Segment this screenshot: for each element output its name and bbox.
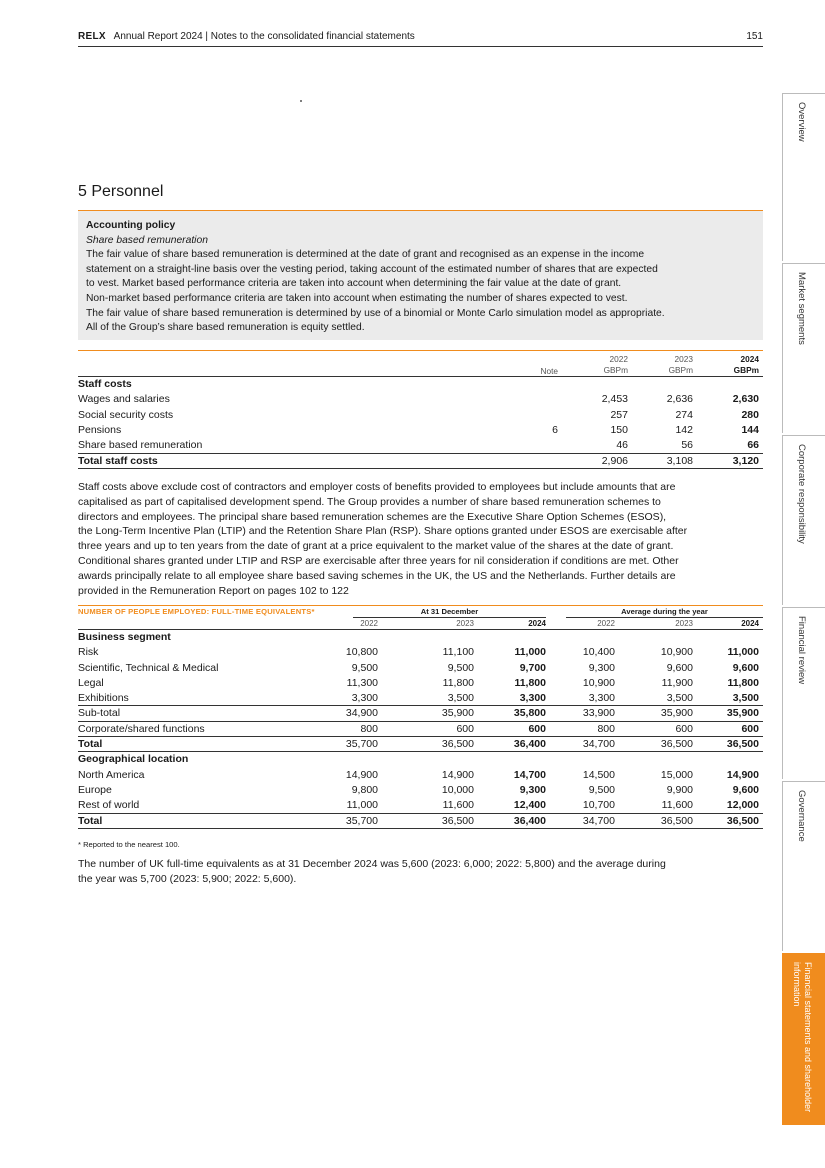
nav-tab-label: Financial review <box>796 616 807 685</box>
year-header: 2023 <box>456 619 474 628</box>
cell: 35,800 <box>513 707 546 720</box>
nav-tab-label: Financial statements and shareholder information <box>792 962 813 1113</box>
year-header: 2022 <box>360 619 378 628</box>
total-row <box>78 453 763 468</box>
row-label: Rest of world <box>78 799 140 812</box>
cell: 3,300 <box>351 692 378 705</box>
paragraph-line: Conditional shares granted under LTIP and RSP are exercisable after three years for nil consideration if conditions are met. Other <box>78 554 679 567</box>
table-row <box>78 783 763 798</box>
cell: 3,500 <box>732 692 759 705</box>
cell-2024: 144 <box>741 423 759 436</box>
nav-tab-governance[interactable] <box>782 781 825 951</box>
nav-tab-financial-review[interactable] <box>782 607 825 779</box>
page-header <box>78 31 763 47</box>
cell: 34,700 <box>582 738 615 751</box>
policy-line: Non-market based performance criteria are taken into account when estimating the number of shares expected to vest. <box>86 292 628 304</box>
stray-dot <box>300 100 302 102</box>
group-header-average: Average during the year <box>566 607 763 618</box>
cell-2023: 3,108 <box>666 455 693 468</box>
cell-2023: 2,636 <box>666 393 693 406</box>
cell: 36,500 <box>726 814 759 827</box>
unit-header: GBPm <box>603 365 628 375</box>
cell: 35,900 <box>660 707 693 720</box>
year-header: 2022 <box>609 354 628 364</box>
cell: 9,600 <box>666 661 693 674</box>
cell: 35,700 <box>345 738 378 751</box>
table-row <box>78 798 763 813</box>
cell: 36,500 <box>660 814 693 827</box>
cell: 11,000 <box>514 646 546 659</box>
paragraph-line: capitalised as part of capitalised development spend. The Group provides a number of share based remuneration schemes to <box>78 495 661 508</box>
row-label: Total <box>78 738 103 751</box>
table-row <box>78 768 763 783</box>
policy-line: The fair value of share based remuneration is determined at the date of grant and recognised as an expense in the income <box>86 249 645 261</box>
table-row <box>78 645 763 660</box>
row-label: Total staff costs <box>78 455 158 468</box>
cell: 10,700 <box>582 799 615 812</box>
nav-tab-label: Overview <box>796 102 807 142</box>
cell: 36,400 <box>513 814 546 827</box>
table-row <box>78 408 763 423</box>
cell: 9,500 <box>447 661 474 674</box>
cell: 11,300 <box>346 676 378 689</box>
year-header: 2022 <box>597 619 615 628</box>
row-label: Social security costs <box>78 408 174 421</box>
cell: 11,000 <box>346 799 378 812</box>
cell-2023: 56 <box>681 439 693 452</box>
brand-name: RELX <box>78 31 106 42</box>
accounting-policy-box <box>78 210 763 340</box>
cell: 10,000 <box>441 783 474 796</box>
total-row <box>78 814 763 829</box>
cell: 35,900 <box>441 707 474 720</box>
cell: 600 <box>675 722 693 735</box>
cell: 14,900 <box>345 768 378 781</box>
cell: 11,900 <box>661 676 693 689</box>
cell: 600 <box>528 722 546 735</box>
cell: 34,900 <box>345 707 378 720</box>
policy-line: All of the Group’s share based remuneration is equity settled. <box>86 322 365 334</box>
table-year-header <box>78 618 763 630</box>
row-label: Exhibitions <box>78 692 129 705</box>
row-label: North America <box>78 768 145 781</box>
cell: 11,100 <box>442 646 474 659</box>
section-heading: Geographical location <box>78 753 189 766</box>
cell: 9,800 <box>351 783 378 796</box>
section-heading: Business segment <box>78 631 171 643</box>
cell: 9,300 <box>519 783 546 796</box>
paragraph-line: awards principally relate to all employee share based saving schemes in the UK, the US and the Netherlands. Further details are <box>78 569 676 582</box>
cell-2022: 2,906 <box>601 455 628 468</box>
cell: 3,500 <box>666 692 693 705</box>
nav-tab-label: Market segments <box>796 272 807 345</box>
cell-2022: 257 <box>610 408 628 421</box>
paragraph-line: The number of UK full-time equivalents as at 31 December 2024 was 5,600 (2023: 6,000; 2022: 5,800) and the average during <box>78 858 666 870</box>
row-label: Risk <box>78 646 99 659</box>
cell-2024: 2,630 <box>732 393 759 406</box>
cell: 14,900 <box>726 768 759 781</box>
unit-header: GBPm <box>733 365 759 375</box>
cell-2022: 46 <box>616 439 628 452</box>
cell: 14,900 <box>441 768 474 781</box>
cell: 9,900 <box>666 783 693 796</box>
cell: 12,400 <box>513 799 546 812</box>
row-label: Wages and salaries <box>78 393 170 406</box>
note-header: Note <box>540 366 558 376</box>
group-header-year-end: At 31 December <box>353 607 546 618</box>
cell: 36,500 <box>726 738 759 751</box>
subtotal-row <box>78 706 763 721</box>
cell: 9,300 <box>588 661 615 674</box>
row-label: Scientific, Technical & Medical <box>78 661 219 674</box>
cell: 9,700 <box>519 661 546 674</box>
staff-costs-paragraph <box>78 480 763 598</box>
cell: 10,900 <box>582 676 615 689</box>
cell: 11,800 <box>727 676 759 689</box>
cell: 9,600 <box>732 661 759 674</box>
table-row <box>78 676 763 691</box>
cell: 600 <box>456 722 474 735</box>
cell: 11,800 <box>514 676 546 689</box>
cell: 11,000 <box>727 646 759 659</box>
cell: 800 <box>360 722 378 735</box>
cell: 14,700 <box>513 768 546 781</box>
paragraph-line: the Long-Term Incentive Plan (LTIP) and the Retention Share Plan (RSP). Share options granted under ESOS are exercisable after <box>78 525 688 538</box>
cell: 34,700 <box>582 814 615 827</box>
nav-tab-corporate-responsibility[interactable] <box>782 435 825 605</box>
year-header: 2024 <box>741 619 759 628</box>
cell-2024: 280 <box>741 408 759 421</box>
policy-heading: Accounting policy <box>86 220 176 231</box>
policy-line: to vest. Market based performance criteria are taken into account when determining the fair value at the date of grant. <box>86 278 622 290</box>
policy-line: statement on a straight-line basis over the vesting period, taking account of the estimated number of shares that are expected <box>86 263 658 275</box>
paragraph-line: provided in the Remuneration Report on pages 102 to 122 <box>78 584 349 597</box>
cell: 36,500 <box>441 738 474 751</box>
row-label: Corporate/shared functions <box>78 722 205 735</box>
cell: 33,900 <box>582 707 615 720</box>
table-row <box>78 438 763 453</box>
cell-2024: 66 <box>747 439 759 452</box>
row-label: Sub-total <box>78 707 121 720</box>
table-header-row <box>78 351 763 377</box>
year-header: 2023 <box>674 354 693 364</box>
paragraph-line: three years and up to ten years from the date of grant at a price equivalent to the market value of the shares at the date of grant. <box>78 540 674 553</box>
year-header: 2024 <box>740 354 759 364</box>
header-subtitle: Annual Report 2024 | Notes to the consolidated financial statements <box>113 31 415 42</box>
cell-2023: 274 <box>675 408 693 421</box>
people-employed-table <box>78 605 763 829</box>
cell: 9,500 <box>351 661 378 674</box>
staff-costs-table <box>78 350 763 469</box>
year-header: 2024 <box>528 619 546 628</box>
row-note: 6 <box>552 423 558 436</box>
cell: 12,000 <box>726 799 759 812</box>
section-heading: Staff costs <box>78 378 132 390</box>
table-row <box>78 392 763 407</box>
cell: 10,800 <box>345 646 378 659</box>
policy-line: The fair value of share based remuneration is determined by use of a binomial or Monte Carlo simulation model as appropriate. <box>86 307 665 319</box>
unit-header: GBPm <box>668 365 693 375</box>
cell: 9,500 <box>588 783 615 796</box>
uk-fte-paragraph <box>78 857 763 887</box>
cell: 35,900 <box>726 707 759 720</box>
nav-tab-overview[interactable] <box>782 93 825 261</box>
cell: 600 <box>741 722 759 735</box>
table-title: NUMBER OF PEOPLE EMPLOYED: FULL-TIME EQUIVALENTS* <box>78 607 315 616</box>
nav-tab-label: Governance <box>796 790 807 842</box>
paragraph-line: the year was 5,700 (2023: 5,900; 2022: 5,600). <box>78 872 297 885</box>
cell: 9,600 <box>732 783 759 796</box>
row-label: Share based remuneration <box>78 439 203 452</box>
row-label: Total <box>78 814 103 827</box>
table-row <box>78 691 763 706</box>
cell: 10,400 <box>582 646 615 659</box>
row-label: Europe <box>78 783 112 796</box>
page-number: 151 <box>746 31 763 42</box>
total-row <box>78 737 763 752</box>
cell: 36,400 <box>513 738 546 751</box>
policy-subheading: Share based remuneration <box>86 234 208 246</box>
cell: 36,500 <box>441 814 474 827</box>
cell: 11,800 <box>442 676 474 689</box>
table-row <box>78 423 763 438</box>
cell: 36,500 <box>660 738 693 751</box>
cell: 15,000 <box>660 768 693 781</box>
nav-tab-financial-statements[interactable] <box>782 953 825 1125</box>
cell-2024: 3,120 <box>732 455 759 468</box>
footnote: * Reported to the nearest 100. <box>78 840 180 849</box>
cell-2023: 142 <box>675 423 693 436</box>
cell: 35,700 <box>345 814 378 827</box>
year-header: 2023 <box>675 619 693 628</box>
cell: 3,300 <box>519 692 546 705</box>
cell: 11,600 <box>661 799 693 812</box>
cell: 11,600 <box>442 799 474 812</box>
paragraph-line: Staff costs above exclude cost of contractors and employer costs of benefits provided to employees but include amounts that are <box>78 481 676 493</box>
table-group-header <box>78 606 763 618</box>
cell-2022: 150 <box>610 423 628 436</box>
cell: 3,500 <box>447 692 474 705</box>
table-row <box>78 722 763 737</box>
table-row <box>78 661 763 676</box>
nav-tab-market-segments[interactable] <box>782 263 825 433</box>
cell: 3,300 <box>588 692 615 705</box>
row-label: Legal <box>78 676 104 689</box>
section-title: 5 Personnel <box>78 183 164 200</box>
cell: 10,900 <box>660 646 693 659</box>
row-label: Pensions <box>78 423 122 436</box>
nav-tab-label: Corporate responsibility <box>796 444 807 544</box>
cell: 800 <box>597 722 615 735</box>
paragraph-line: directors and employees. The principal share based remuneration schemes are the Executive Share Option Schemes (ESOS), <box>78 510 667 523</box>
cell-2022: 2,453 <box>601 393 628 406</box>
cell: 14,500 <box>582 768 615 781</box>
